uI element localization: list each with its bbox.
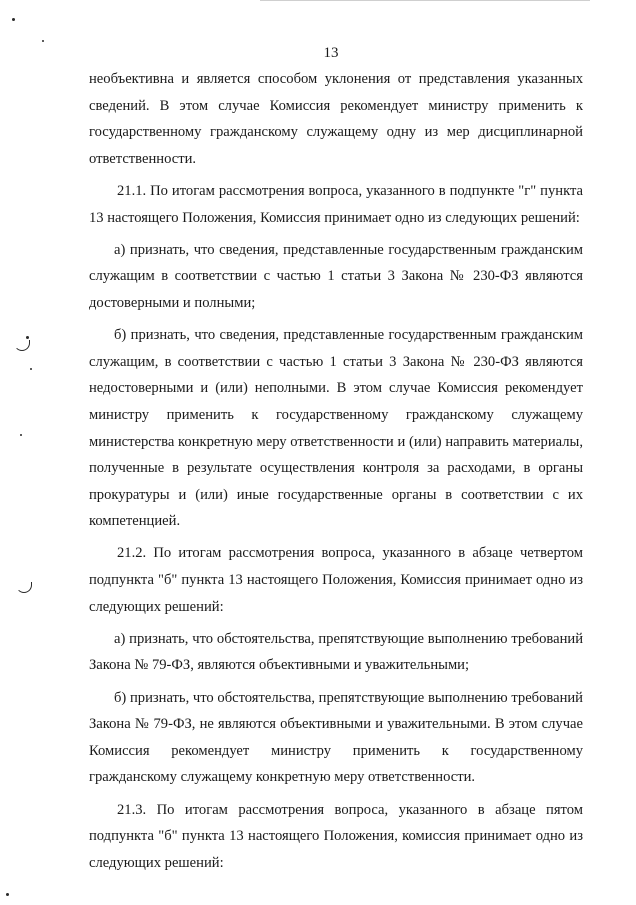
scan-dot <box>42 40 44 42</box>
paragraph-21-2-b: б) признать, что обстоятельства, препятствующие выполнению требований Закона № 79-ФЗ, не являются объективными и уважительными. В этом случае Комиссия рекомендует министру применить к государственному гражданскому служащему конкретную меру ответственности. <box>89 689 583 786</box>
page-number: 13 <box>323 45 339 61</box>
scan-edge-line <box>260 0 590 1</box>
paragraph-21-2-a: а) признать, что обстоятельства, препятствующие выполнению требований Закона № 79-ФЗ, являются объективными и уважительными; <box>89 630 583 674</box>
scan-arc-mark <box>14 340 30 351</box>
document-body <box>89 66 583 882</box>
paragraph-21-2: 21.2. По итогам рассмотрения вопроса, указанного в абзаце четвертом подпункта "б" пункта 13 настоящего Положения, Комиссия принимает одно из следующих решений: <box>89 545 583 615</box>
scan-dot <box>12 18 15 21</box>
paragraph-21-3: 21.3. По итогам рассмотрения вопроса, указанного в абзаце пятом подпункта "б" пункта 13 настоящего Положения, комиссия принимает одно из следующих решений: <box>89 801 583 871</box>
paragraph-21-1-b: б) признать, что сведения, представленные государственным гражданским служащим, в соответствии с частью 1 статьи 3 Закона № 230-ФЗ являются недостоверными и (или) неполными. В этом случае Комиссия рекомендует министру применить к государственному гражданскому служащему министерства конкретную меру ответственности и (или) направить материалы, полученные в результате осуществления контроля за расходами, в органы прокуратуры и (или) иные государственные органы в соответствии с их компетенцией. <box>89 327 583 530</box>
paragraph-21-1: 21.1. По итогам рассмотрения вопроса, указанного в подпункте "г" пункта 13 настоящего Положения, Комиссия принимает одно из следующих решений: <box>89 182 583 226</box>
paragraph-21-1-a: а) признать, что сведения, представленные государственным гражданским служащим в соответствии с частью 1 статьи 3 Закона № 230-ФЗ являются достоверными и полными; <box>89 241 583 311</box>
scan-dot <box>20 434 22 436</box>
scan-arc-mark <box>16 582 32 593</box>
scan-dot <box>26 336 29 339</box>
scan-dot <box>30 368 32 370</box>
scan-dot <box>6 893 9 896</box>
paragraph-continuation: необъективна и является способом уклонения от представления указанных сведений. В этом случае Комиссия рекомендует министру применить к государственному гражданскому служащему одну из мер дисциплинарной ответственности. <box>89 71 583 167</box>
